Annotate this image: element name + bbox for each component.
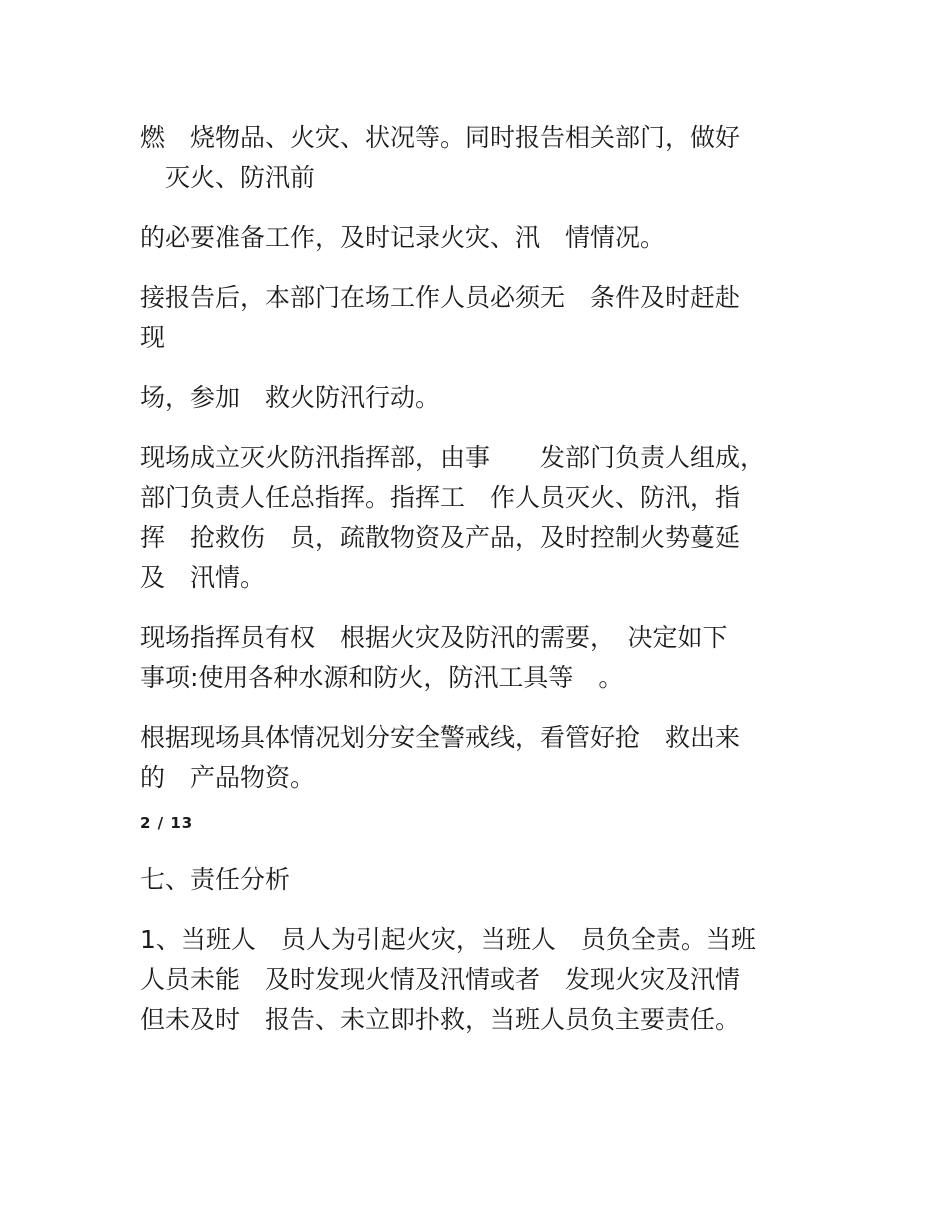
text-line: 挥 抢救伤 员，疏散物资及产品，及时控制火势蔓延	[140, 523, 741, 552]
paragraph-rush-to-scene	[140, 278, 820, 358]
paragraph-responsibility	[140, 920, 820, 1040]
paragraph-security-line	[140, 718, 820, 798]
text-line: 燃 烧物品、火灾、状况等。同时报告相关部门，做好	[140, 123, 741, 152]
text-line: 人员未能 及时发现火情及汛情或者 发现火灾及汛情	[140, 965, 741, 994]
text-line: 灭火、防汛前	[140, 163, 316, 192]
paragraph-fire-report	[140, 118, 820, 198]
paragraph-preparation	[140, 218, 820, 258]
paragraph-command-center	[140, 438, 820, 598]
text-line: 1、当班人 员人为引起火灾，当班人 员负全责。当班	[140, 925, 756, 954]
text-line: 的 产品物资。	[140, 763, 316, 792]
heading-text: 七、责任分析	[140, 865, 291, 894]
text-line: 根据现场具体情况划分安全警戒线，看管好抢 救出来	[140, 723, 741, 752]
text-line: 部门负责人任总指挥。指挥工 作人员灭火、防汛，指	[140, 483, 741, 512]
text-line: 的必要准备工作，及时记录火灾、汛 情情况。	[140, 223, 666, 252]
paragraph-commander-rights	[140, 618, 820, 698]
text-line: 接报告后，本部门在场工作人员必须无 条件及时赶赴	[140, 283, 741, 312]
page-number: 2 / 13	[140, 814, 194, 832]
text-line: 事项:使用各种水源和防火，防汛工具等 。	[140, 663, 624, 692]
text-line: 但未及时 报告、未立即扑救，当班人员负主要责任。	[140, 1005, 741, 1034]
text-line: 现场成立灭火防汛指挥部，由事 发部门负责人组成，	[140, 443, 766, 472]
text-line: 及 汛情。	[140, 563, 266, 592]
section-heading	[140, 860, 820, 900]
text-line: 场，参加 救火防汛行动。	[140, 383, 441, 412]
text-line: 现	[140, 323, 166, 352]
paragraph-join-action	[140, 378, 820, 418]
text-line: 现场指挥员有权 根据火灾及防汛的需要， 决定如下	[140, 623, 728, 652]
